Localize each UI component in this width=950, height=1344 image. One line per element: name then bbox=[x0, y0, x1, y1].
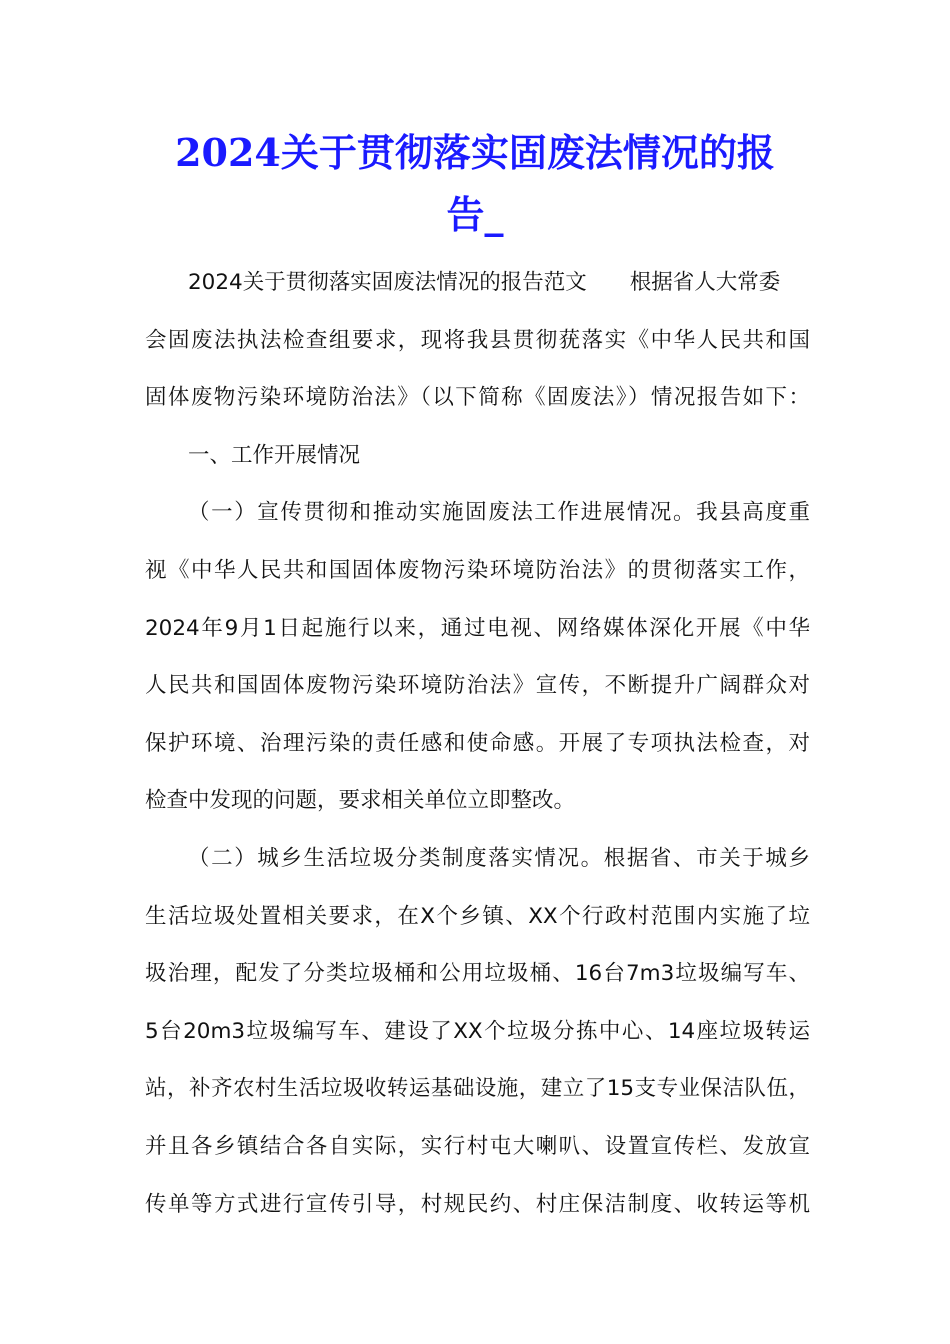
body-line-text: 2024关于贯彻落实固废法情况的报告范文 bbox=[188, 270, 587, 295]
body-line: 传单等方式进行宣传引导，村规民约、村庄保洁制度、收转运等机 bbox=[145, 1191, 810, 1217]
document-body bbox=[145, 254, 810, 1233]
document-title bbox=[140, 122, 810, 246]
body-line: 5台20m3垃圾编写车、建设了XX个垃圾分拣中心、14座垃圾转运 bbox=[145, 1018, 810, 1044]
body-line: 固体废物污染环境防治法》（以下简称《固废法》）情况报告如下： bbox=[145, 385, 810, 411]
body-line: 圾治理，配发了分类垃圾桶和公用垃圾桶、16台7m3垃圾编写车、 bbox=[145, 961, 810, 987]
body-line: 并且各乡镇结合各自实际，实行村屯大喇叭、设置宣传栏、发放宣 bbox=[145, 1133, 810, 1159]
body-line: 生活垃圾处置相关要求，在X个乡镇、XX个行政村范围内实施了垃 bbox=[145, 903, 810, 929]
title-line-1: 2024关于贯彻落实固废法情况的报 bbox=[175, 130, 775, 175]
body-line: 保护环境、治理污染的责任感和使命感。开展了专项执法检查，对 bbox=[145, 730, 810, 756]
section-heading: 一、工作开展情况 bbox=[188, 442, 361, 468]
body-line: 检查中发现的问题，要求相关单位立即整改。 bbox=[145, 788, 576, 814]
body-line: 会固废法执法检查组要求，现将我县贯彻莸落实《中华人民共和国 bbox=[145, 327, 810, 353]
body-line: 视《中华人民共和国固体废物污染环境防治法》的贯彻落实工作， bbox=[145, 557, 810, 583]
body-line: 2024年9月1日起施行以来，通过电视、网络媒体深化开展《中华 bbox=[145, 615, 810, 641]
title-line-2: 告_ bbox=[446, 192, 504, 237]
body-line-text: 根据省人大常委 bbox=[629, 270, 781, 295]
body-line: 人民共和国固体废物污染环境防治法》宣传，不断提升广阔群众对 bbox=[145, 673, 810, 699]
body-line bbox=[145, 254, 810, 312]
body-line: 站，补齐农村生活垃圾收转运基础设施，建立了15支专业保洁队伍， bbox=[145, 1076, 810, 1102]
body-line: （二）城乡生活垃圾分类制度落实情况。根据省、市关于城乡 bbox=[188, 845, 810, 871]
body-line: （一）宣传贯彻和推动实施固废法工作进展情况。我县高度重 bbox=[188, 500, 810, 526]
